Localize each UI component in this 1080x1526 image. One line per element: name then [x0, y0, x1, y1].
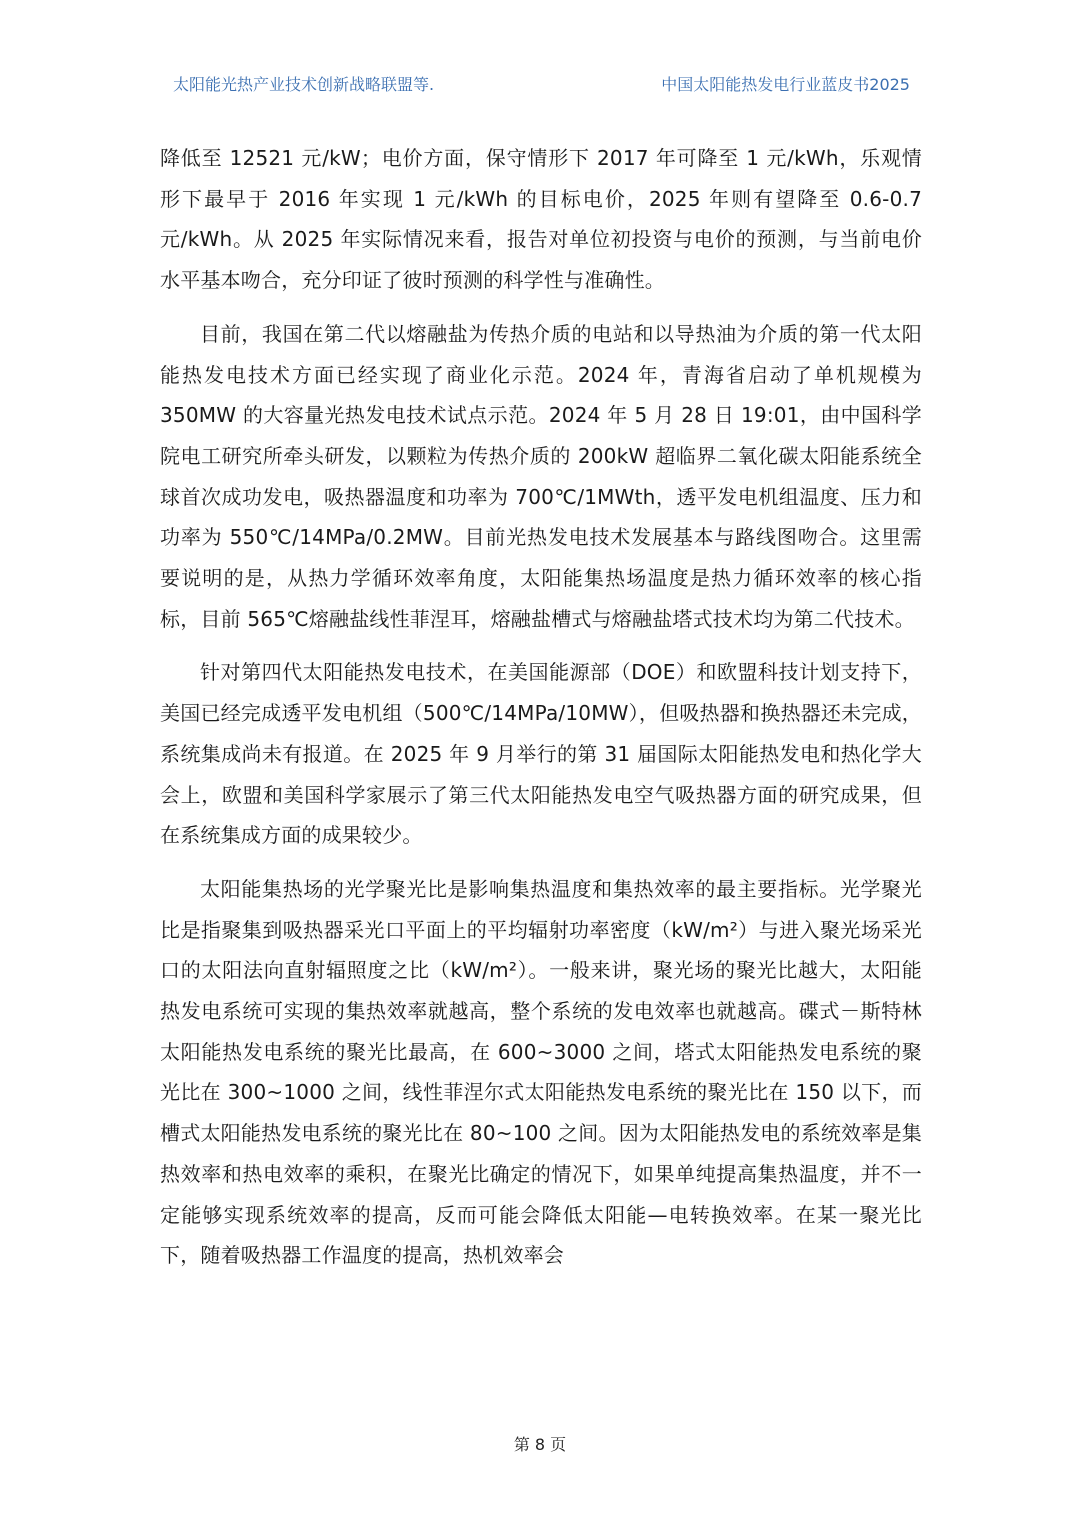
header-left-title: 太阳能光热产业技术创新战略联盟等. [173, 75, 435, 94]
paragraph-4: 太阳能集热场的光学聚光比是影响集热温度和集热效率的最主要指标。光学聚光比是指聚集到吸热器采光口平面上的平均辐射功率密度（kW/m²）与进入聚光场采光口的太阳法向直射辐照度之比（kW/m²）。一般来讲，聚光场的聚光比越大，太阳能热发电系统可实现的集热效率就越高，整个系统的发电效率也就越高。碟式－斯特林太阳能热发电系统的聚光比最高，在 600~3000 之间，塔式太阳能热发电系统的聚光比在 300~1000 之间，线性菲涅尔式太阳能热发电系统的聚光比在 150 以下，而槽式太阳能热发电系统的聚光比在 80~100 之间。因为太阳能热发电的系统效率是集热效率和热电效率的乘积，在聚光比确定的情况下，如果单纯提高集热温度，并不一定能够实现系统效率的提高，反而可能会降低太阳能—电转换效率。在某一聚光比下，随着吸热器工作温度的提高，热机效率会 [160, 876, 922, 1268]
page-number: 第 8 页 [513, 1435, 567, 1454]
paragraph-1: 降低至 12521 元/kW；电价方面，保守情形下 2017 年可降至 1 元/kWh，乐观情形下最早于 2016 年实现 1 元/kWh 的目标电价，2025 年则有望降至 0.6-0.7 元/kWh。从 2025 年实际情况来看，报告对单位初投资与电价的预测，与当前电价水平基本吻合，充分印证了彼时预测的科学性与准确性。 [160, 146, 922, 293]
body-text [160, 138, 922, 1289]
paragraph-3: 针对第四代太阳能热发电技术，在美国能源部（DOE）和欧盟科技计划支持下，美国已经完成透平发电机组（500℃/14MPa/10MW），但吸热器和换热器还未完成，系统集成尚未有报道。在 2025 年 9 月举行的第 31 届国际太阳能热发电和热化学大会上，欧盟和美国科学家展示了第三代太阳能热发电空气吸热器方面的研究成果，但在系统集成方面的成果较少。 [160, 660, 922, 848]
header-right-title: 中国太阳能热发电行业蓝皮书2025 [661, 75, 910, 94]
paragraph-2: 目前，我国在第二代以熔融盐为传热介质的电站和以导热油为介质的第一代太阳能热发电技术方面已经实现了商业化示范。2024 年，青海省启动了单机规模为 350MW 的大容量光热发电技术试点示范。2024 年 5 月 28 日 19:01，由中国科学院电工研究所牵头研发，以颗粒为传热介质的 200kW 超临界二氧化碳太阳能系统全球首次成功发电，吸热器温度和功率为 700℃/1MWth，透平发电机组温度、压力和功率为 550℃/14MPa/0.2MW。目前光热发电技术发展基本与路线图吻合。这里需要说明的是，从热力学循环效率角度，太阳能集热场温度是热力循环效率的核心指标，目前 565℃熔融盐线性菲涅耳，熔融盐槽式与熔融盐塔式技术均为第二代技术。 [160, 321, 922, 631]
